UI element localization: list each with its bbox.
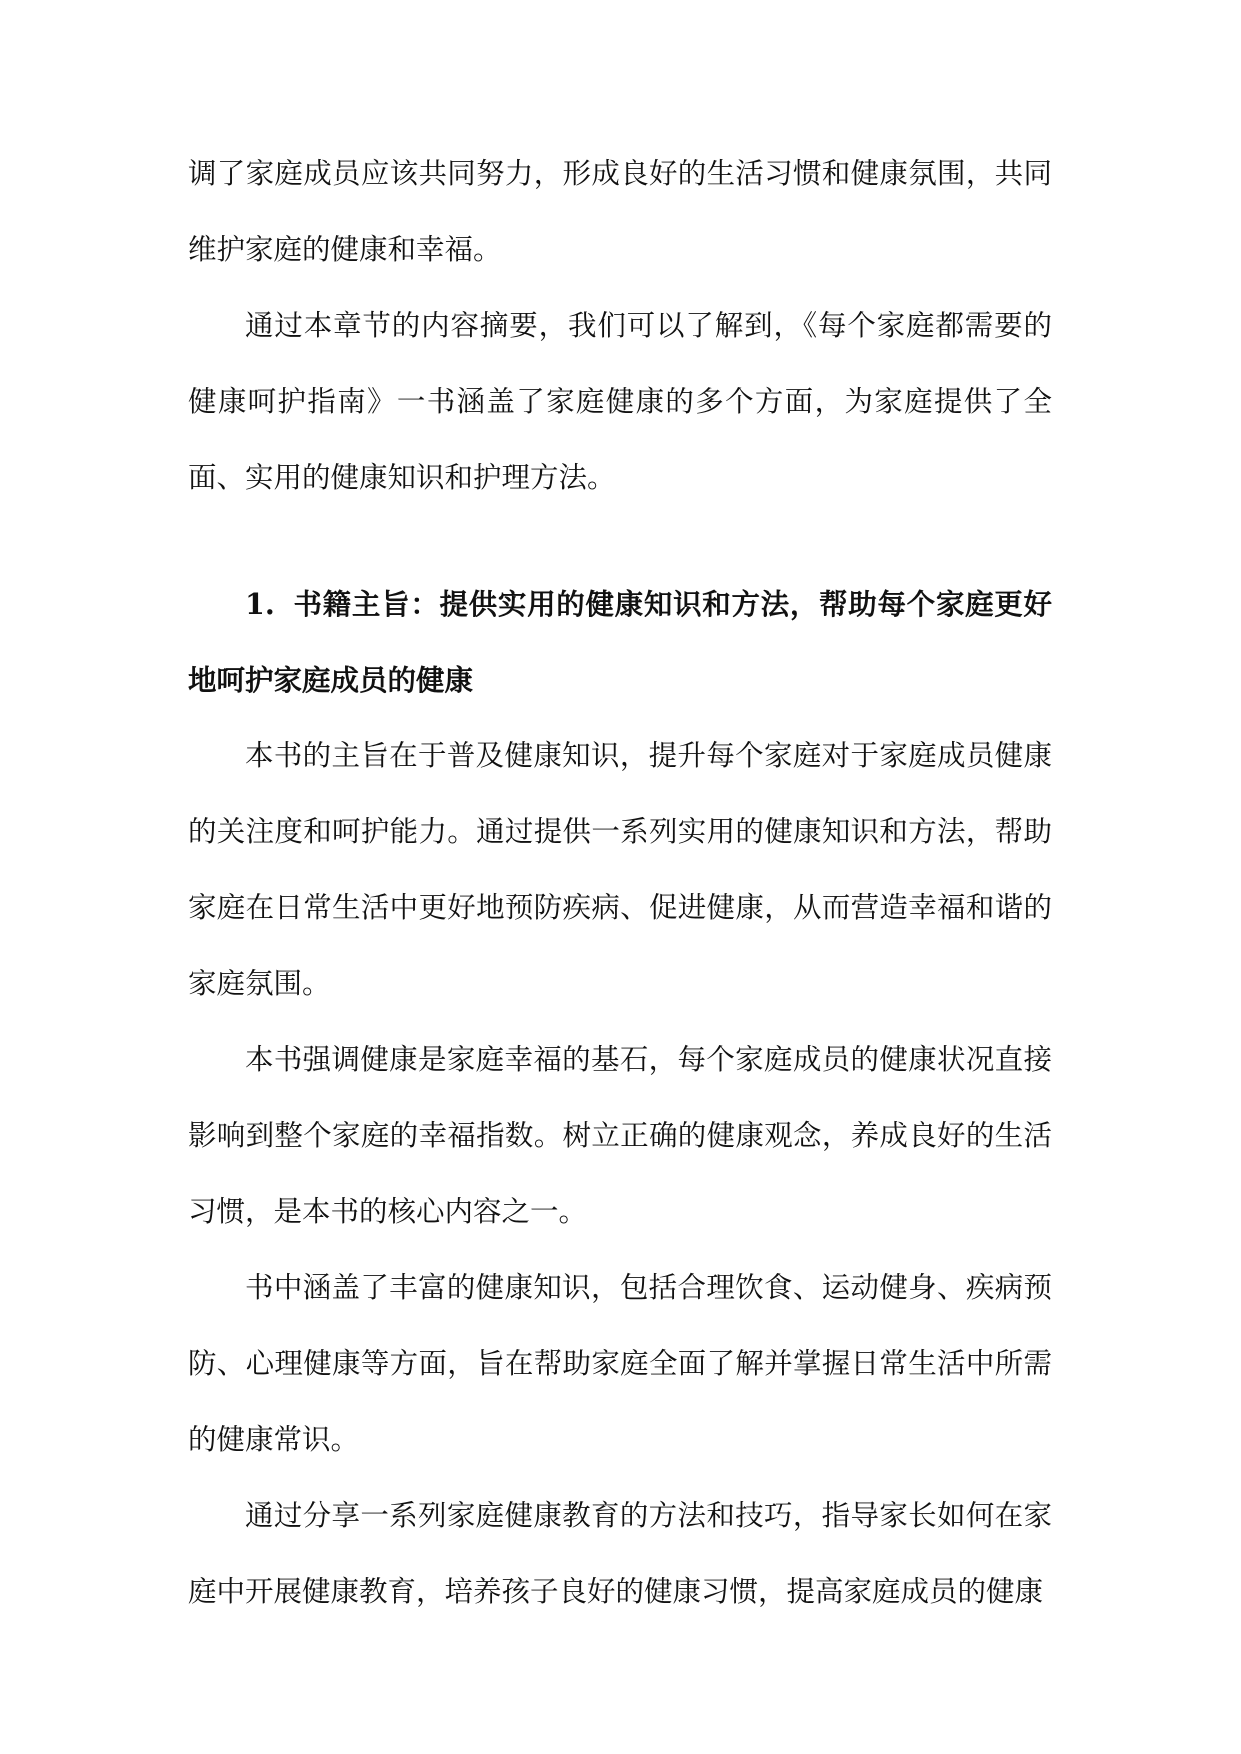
body-paragraph: 本书强调健康是家庭幸福的基石，每个家庭成员的健康状况直接影响到整个家庭的幸福指数。树立正确的健康观念，养成良好的生活习惯，是本书的核心内容之一。 [188, 1043, 1052, 1228]
section-number: 1. [245, 587, 275, 621]
section-title: 书籍主旨：提供实用的健康知识和方法，帮助每个家庭更好地呵护家庭成员的健康 [188, 587, 1052, 697]
body-paragraph: 书中涵盖了丰富的健康知识，包括合理饮食、运动健身、疾病预防、心理健康等方面，旨在帮助家庭全面了解并掌握日常生活中所需的健康常识。 [188, 1271, 1052, 1456]
document-page [188, 136, 1052, 1630]
intro-paragraph-summary: 通过本章节的内容摘要，我们可以了解到，《每个家庭都需要的健康呵护指南》一书涵盖了家庭健康的多个方面，为家庭提供了全面、实用的健康知识和护理方法。 [188, 309, 1052, 494]
body-paragraph: 通过分享一系列家庭健康教育的方法和技巧，指导家长如何在家庭中开展健康教育，培养孩子良好的健康习惯，提高家庭成员的健康 [188, 1499, 1052, 1608]
section-heading [188, 566, 1052, 718]
intro-paragraph-continued: 调了家庭成员应该共同努力，形成良好的生活习惯和健康氛围，共同维护家庭的健康和幸福。 [188, 157, 1052, 266]
body-paragraph: 本书的主旨在于普及健康知识，提升每个家庭对于家庭成员健康的关注度和呵护能力。通过提供一系列实用的健康知识和方法，帮助家庭在日常生活中更好地预防疾病、促进健康，从而营造幸福和谐的家庭氛围。 [188, 739, 1052, 1000]
